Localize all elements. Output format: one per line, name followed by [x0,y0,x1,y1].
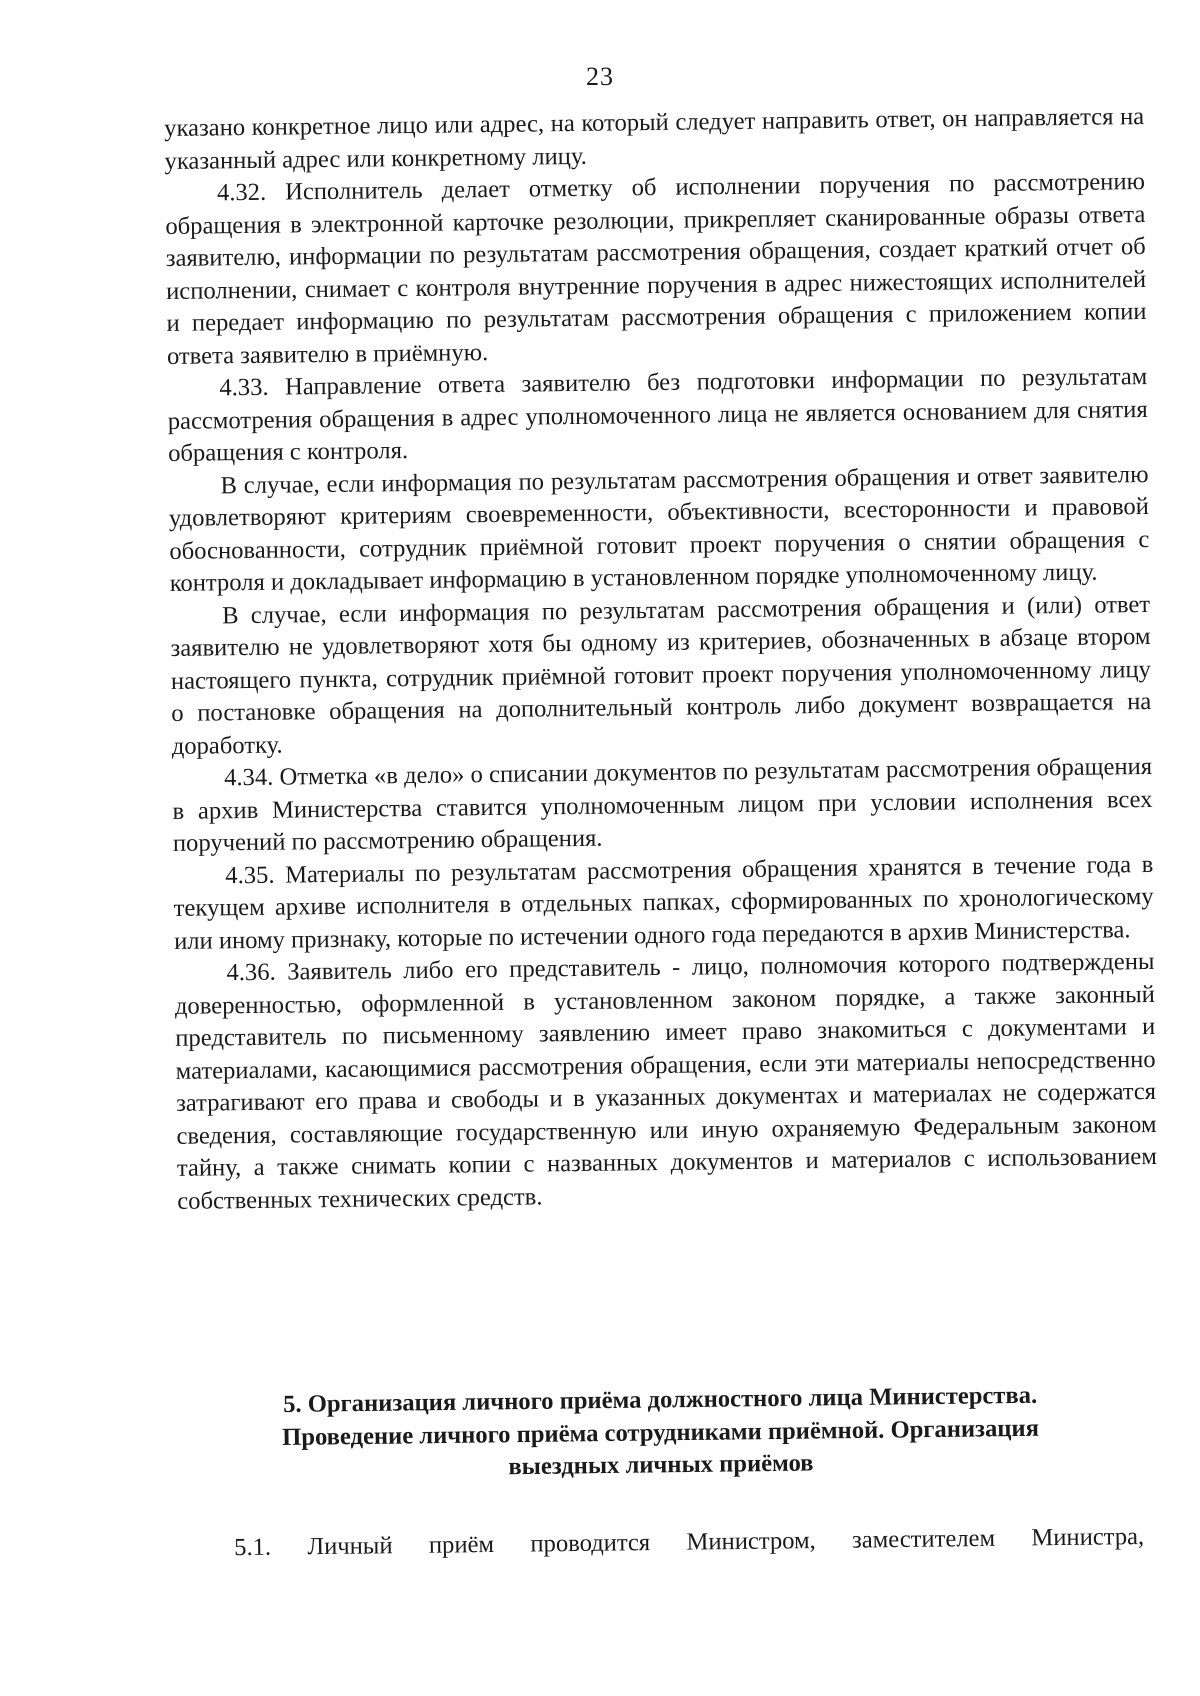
paragraph-4-32: 4.32. Исполнитель делает отметку об исполнении поручения по рассмотрению обращения в электронной карточке резолюции, прикрепляет сканированные образы ответа заявителю, информации по результатам рассмотрения обращения, создает краткий отчет об исполнении, снимает с контроля внутренние поручения в адрес нижестоящих исполнителей и передает информацию по результатам рассмотрения обращения с приложением копии ответа заявителю в приёмную. [165,168,1147,370]
section-heading-line: Проведение личного приёма сотрудниками приёмной. Организация [282,1414,1040,1451]
paragraph-4-33: 4.33. Направление ответа заявителю без подготовки информации по результатам рассмотрения обращения в адрес уполномоченного лица не является основанием для снятия обращения с контроля. [167,363,1148,467]
paragraph-5-1: 5.1. Личный приём проводится Министром, заместителем Министра, [234,1523,1145,1562]
section-heading-line: 5. Организация личного приёма должностного лица Министерства. [282,1381,1038,1418]
section-heading-line: выездных личных приёмов [508,1449,814,1481]
paragraph-4-36: 4.36. Заявитель либо его представитель - лицо, полномочия которого подтверждены доверенностью, оформленной в установленном законом порядке, а также законный представитель по письменному заявлению имеет право знакомиться с документами и материалами, касающимися рассмотрения обращения, если эти материалы непосредственно затрагивают его права и свободы и в указанных документах и материалах не содержатся сведения, составляющие государственную или иную охраняемую Федеральным законом тайну, а также снимать копии с названных документов и материалов с использованием собственных технических средств. [174,947,1157,1215]
page-number: 23 [586,62,614,91]
document-body [164,101,1157,1218]
section-5-heading [200,1379,1121,1488]
paragraph-4-33-case-2: В случае, если информация по результатам рассмотрения обращения и (или) ответ заявителю не удовлетворяют хотя бы одному из критериев, обозначенных в абзаце втором настоящего пункта, сотрудник приёмной готовит проект поручения уполномоченному лицу о постановке обращения на дополнительный контроль либо документ возвращается на доработку. [170,590,1152,760]
paragraph-4-33-case-1: В случае, если информация по результатам рассмотрения обращения и ответ заявителю удовлетворяют критериям своевременности, объективности, всесторонности и правовой обоснованности, сотрудник приёмной готовит проект поручения о снятии обращения с контроля и докладывает информацию в установленном порядке уполномоченному лицу. [168,460,1150,597]
paragraph-4-34: 4.34. Отметка «в дело» о списании документов по результатам рассмотрения обращения в архив Министерства ставится уполномоченным лицом при условии исполнения всех поручений по рассмотрению обращения. [172,752,1153,857]
paragraph-continuation: указано конкретное лицо или адрес, на который следует направить ответ, он направляется на указанный адрес или конкретному лицу. [164,103,1145,175]
paragraph-4-35: 4.35. Материалы по результатам рассмотрения обращения хранятся в течение года в текущем архиве исполнителя в отдельных папках, сформированных по хронологическому или иному признаку, которые по истечении одного года передаются в архив Министерства. [173,850,1154,955]
